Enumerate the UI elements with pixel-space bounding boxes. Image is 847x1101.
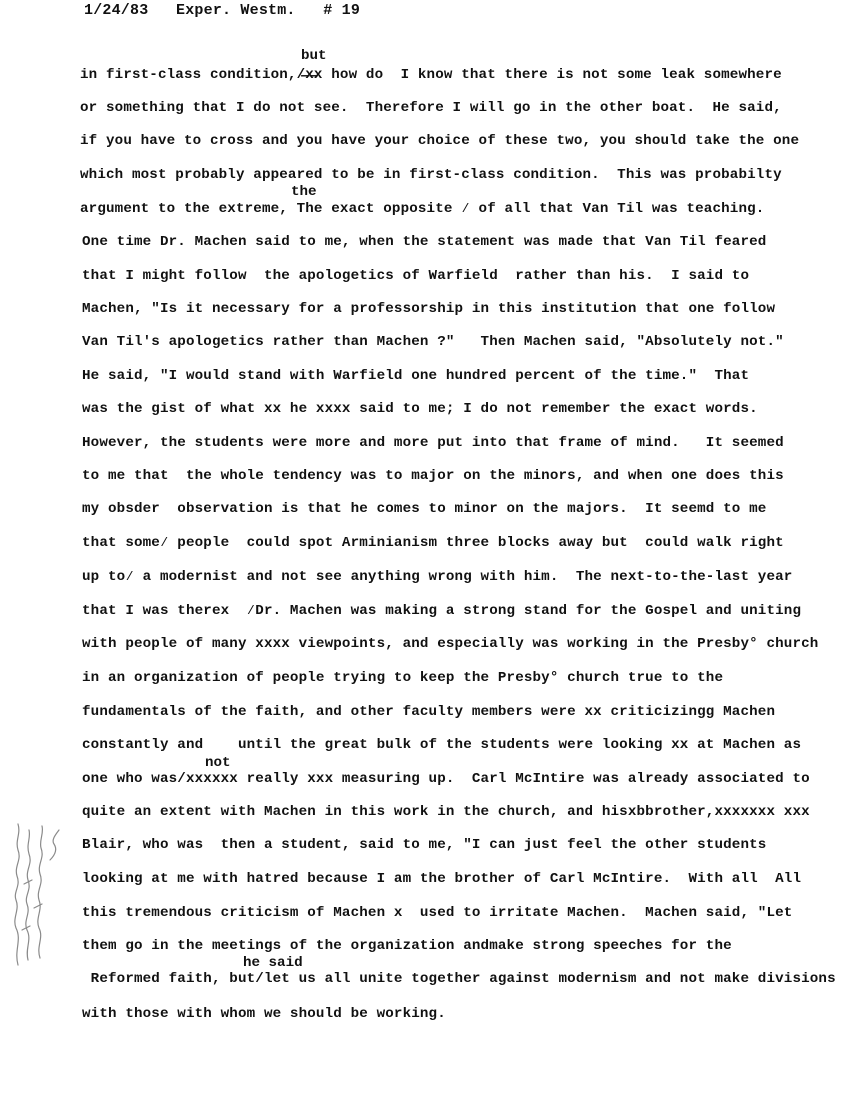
text-line: quite an extent with Machen in this work in the church, and hisxbbrother,xxxxxxx xxx [82,804,810,820]
text-line: in an organization of people trying to keep the Presby° church true to the [82,670,724,686]
text-line: which most probably appeared to be in first-class condition. This was probabilty [80,167,782,183]
text-line: was the gist of what xx he xxxx said to me; I do not remember the exact words. [82,401,758,417]
text-line: looking at me with hatred because I am the brother of Carl McIntire. With all All [82,871,802,887]
text-line: One time Dr. Machen said to me, when the statement was made that Van Til feared [82,234,767,250]
text-line: However, the students were more and more put into that frame of mind. It seemed [82,435,784,451]
text-line: argument to the extreme, The exact opposite ⁄ of all that Van Til was teaching. [80,201,765,217]
text-line: this tremendous criticism of Machen x used to irritate Machen. Machen said, "Let [82,905,793,921]
text-line: Reformed faith, but/let us all unite together against modernism and not make divisions [82,971,836,987]
text-line: that I was therex ⁄Dr. Machen was making a strong stand for the Gospel and uniting [82,603,802,619]
text-line: up to⁄ a modernist and not see anything wrong with him. The next-to-the-last year [82,569,793,585]
text-line: them go in the meetings of the organization andmake strong speeches for the [82,938,732,954]
text-line: that some⁄ people could spot Arminianism three blocks away but could walk right [82,535,784,551]
page-header: 1/24/83 Exper. Westm. # 19 [84,2,361,19]
text-line: fundamentals of the faith, and other faculty members were xx criticizingg Machen [82,704,776,720]
text-line: with those with whom we should be working. [82,1006,446,1022]
text-line: with people of many xxxx viewpoints, and especially was working in the Presby° church [82,636,819,652]
text-line: He said, "I would stand with Warfield one hundred percent of the time." That [82,368,750,384]
text-line: or something that I do not see. Therefore I will go in the other boat. He said, [80,100,782,116]
text-line: one who was/xxxxxx really xxx measuring up. Carl McIntire was already associated to [82,771,810,787]
text-line: Blair, who was then a student, said to me, "I can just feel the other students [82,837,767,853]
text-line: Van Til's apologetics rather than Machen ?" Then Machen said, "Absolutely not." [82,334,784,350]
interlinear-insertion: but [301,48,327,64]
handwritten-margin-note [4,800,64,970]
interlinear-insertion: the [291,184,317,200]
text-line: in first-class condition,/̶x̶x how do I know that there is not some leak somewhere [80,67,782,83]
text-line: to me that the whole tendency was to major on the minors, and when one does this [82,468,784,484]
text-line: if you have to cross and you have your choice of these two, you should take the one [80,133,800,149]
text-line: constantly and until the great bulk of the students were looking xx at Machen as [82,737,802,753]
interlinear-insertion: not [205,755,231,771]
text-line: Machen, "Is it necessary for a professorship in this institution that one follow [82,301,776,317]
text-line: that I might follow the apologetics of Warfield rather than his. I said to [82,268,750,284]
interlinear-insertion: he said [243,955,303,971]
text-line: my obsder observation is that he comes to minor on the majors. It seemd to me [82,501,767,517]
